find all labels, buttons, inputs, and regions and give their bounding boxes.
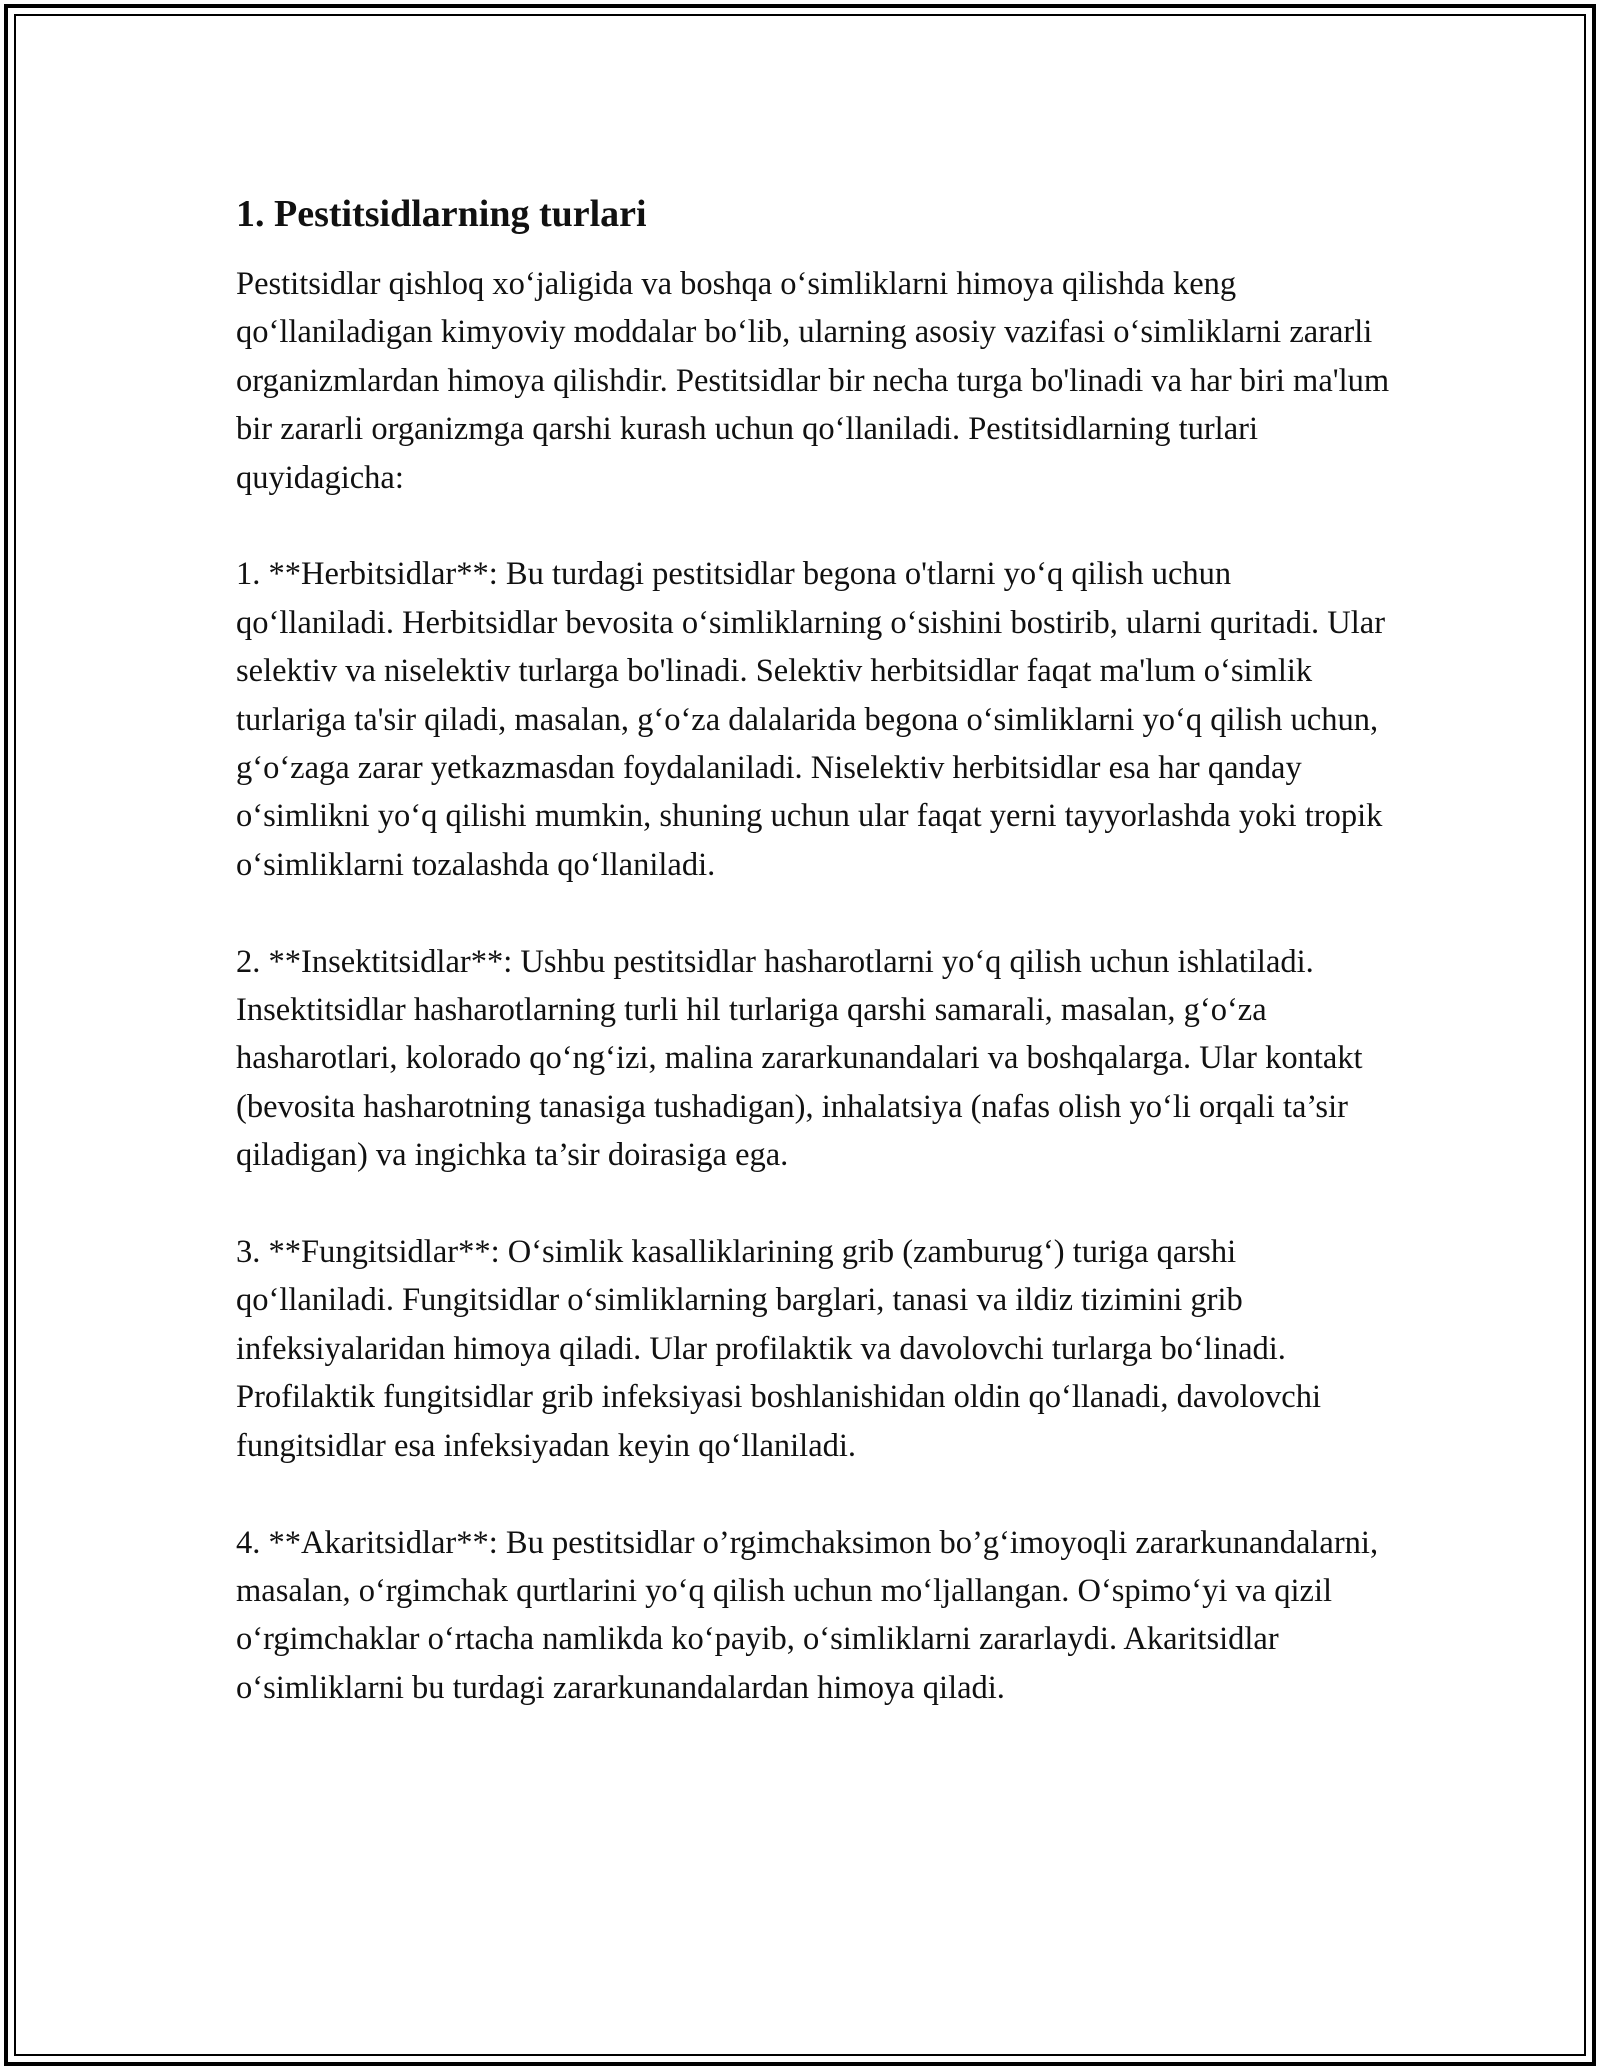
herbicides-paragraph: 1. **Herbitsidlar**: Bu turdagi pestitsidlar begona o'tlarni yo‘q qilish uchun qo‘llaniladi. Herbitsidlar bevosita o‘simliklarning o‘sishini bostirib, ularni quritadi. Ular selektiv va niselektiv turlarga bo'linadi. Selektiv herbitsidlar faqat ma'lum o‘simlik turlariga ta'sir qiladi, masalan, g‘o‘za dalalarida begona o‘simliklarni yo‘q qilish uchun, g‘o‘zaga zarar yetkazmasdan foydalaniladi. Niselektiv herbitsidlar esa har qanday o‘simlikni yo‘q qilishi mumkin, shuning uchun ular faqat yerni tayyorlashda yoki tropik o‘simliklarni tozalashda qo‘llaniladi. xyxy=(236,556,1386,883)
insecticides-paragraph: 2. **Insektitsidlar**: Ushbu pestitsidlar hasharotlarni yo‘q qilish uchun ishlatiladi. Insektitsidlar hasharotlarning turli hil turlariga qarshi samarali, masalan, g‘o‘za hasharotlari, kolorado qo‘ng‘izi, malina zararkunandalari va boshqalarga. Ular kontakt (bevosita hasharotning tanasiga tushadigan), inhalatsiya (nafas olish yo‘li orqali ta’sir qiladigan) va ingichka ta’sir doirasiga ega. xyxy=(236,943,1363,1174)
document-body xyxy=(236,186,1396,1761)
fungicides-paragraph: 3. **Fungitsidlar**: O‘simlik kasalliklarining grib (zamburug‘) turiga qarshi qo‘llaniladi. Fungitsidlar o‘simliklarning barglari, tanasi va ildiz tizimini grib infeksiyalaridan himoya qiladi. Ular profilaktik va davolovchi turlarga bo‘linadi. Profilaktik fungitsidlar grib infeksiyasi boshlanishidan oldin qo‘llanadi, davolovchi fungitsidlar esa infeksiyadan keyin qo‘llaniladi. xyxy=(236,1234,1321,1464)
intro-paragraph: Pestitsidlar qishloq xo‘jaligida va boshqa o‘simliklarni himoya qilishda keng qo‘llaniladigan kimyoviy moddalar bo‘lib, ularning asosiy vazifasi o‘simliklarni zararli organizmlardan himoya qilishdir. Pestitsidlar bir necha turga bo'linadi va har biri ma'lum bir zararli organizmga qarshi kurash uchun qo‘llaniladi. Pestitsidlarning turlari quyidagicha: xyxy=(236,266,1390,496)
section-heading: 1. Pestitsidlarning turlari xyxy=(236,193,647,235)
acaricides-paragraph: 4. **Akaritsidlar**: Bu pestitsidlar o’rgimchaksimon bo’g‘imoyoqli zararkunandalarni, masalan, o‘rgimchak qurtlarini yo‘q qilish uchun mo‘ljallangan. O‘spimo‘yi va qizil o‘rgimchaklar o‘rtacha namlikda ko‘payib, o‘simliklarni zararlaydi. Akaritsidlar o‘simliklarni bu turdagi zararkunandalardan himoya qiladi. xyxy=(236,1524,1379,1706)
